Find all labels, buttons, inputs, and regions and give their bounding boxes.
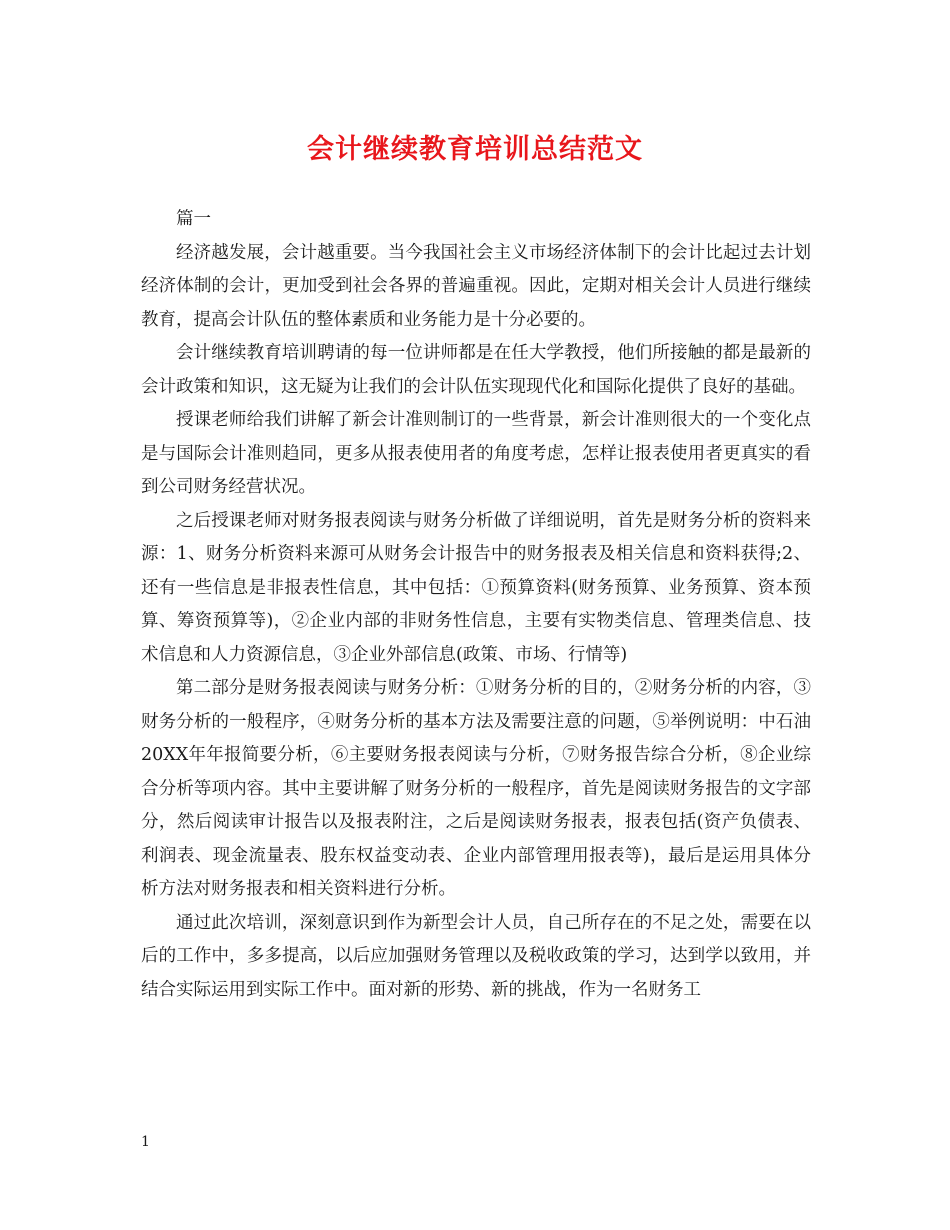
paragraph-1: 经济越发展，会计越重要。当今我国社会主义市场经济体制下的会计比起过去计划经济体制的会计，更加受到社会各界的普遍重视。因此，定期对相关会计人员进行继续教育，提高会计队伍的整体素质和业务能力是十分必要的。 [141, 242, 811, 330]
paragraph-2: 会计继续教育培训聘请的每一位讲师都是在任大学教授，他们所接触的都是最新的会计政策和知识，这无疑为让我们的会计队伍实现现代化和国际化提供了良好的基础。 [141, 343, 811, 397]
paragraph-5: 第二部分是财务报表阅读与财务分析：①财务分析的目的，②财务分析的内容，③财务分析的一般程序，④财务分析的基本方法及需要注意的问题，⑤举例说明：中石油20XX年年报简要分析，⑥主要财务报表阅读与分析，⑦财务报告综合分析，⑧企业综合分析等项内容。其中主要讲解了财务分析的一般程序，首先是阅读财务报告的文字部分，然后阅读审计报告以及报表附注，之后是阅读财务报表，报表包括(资产负债表、利润表、现金流量表、股东权益变动表、企业内部管理用报表等)，最后是运用具体分析方法对财务报表和相关资料进行分析。 [141, 678, 811, 899]
paragraph-4: 之后授课老师对财务报表阅读与财务分析做了详细说明，首先是财务分析的资料来源：1、财务分析资料来源可从财务会计报告中的财务报表及相关信息和资料获得;2、还有一些信息是非报表性信息，其中包括：①预算资料(财务预算、业务预算、资本预算、筹资预算等)，②企业内部的非财务性信息，主要有实物类信息、管理类信息、技术信息和人力资源信息，③企业外部信息(政策、市场、行情等) [141, 510, 811, 665]
page-number: 1 [141, 1134, 150, 1150]
document-title: 会计继续教育培训总结范文 [307, 134, 643, 165]
paragraph-3: 授课老师给我们讲解了新会计准则制订的一些背景，新会计准则很大的一个变化点是与国际会计准则趋同，更多从报表使用者的角度考虑，怎样让报表使用者更真实的看到公司财务经营状况。 [141, 410, 811, 497]
paragraph-6: 通过此次培训，深刻意识到作为新型会计人员，自己所存在的不足之处，需要在以后的工作中，多多提高，以后应加强财务管理以及税收政策的学习，达到学以致用，并结合实际运用到实际工作中。面对新的形势、新的挑战，作为一名财务工 [141, 912, 811, 1000]
document-body [141, 203, 811, 1007]
section-heading: 篇一 [176, 209, 211, 229]
